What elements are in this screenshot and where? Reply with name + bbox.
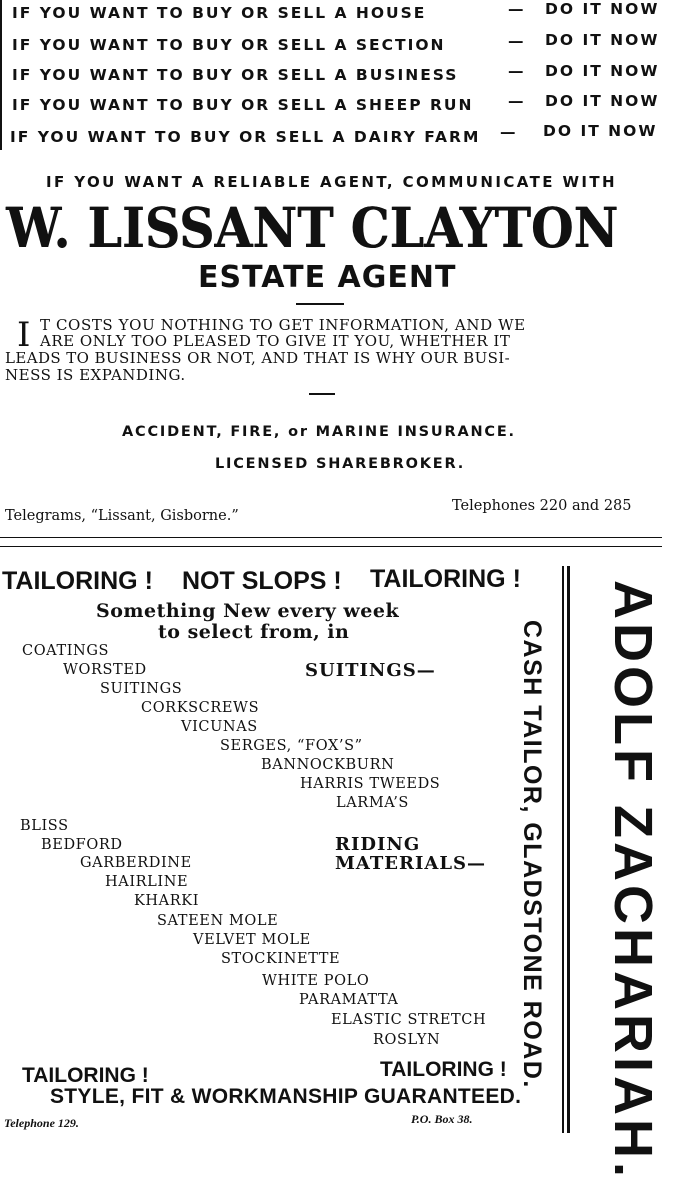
agent-name: W. LISSANT CLAYTON — [6, 195, 619, 260]
do-it-now: DO IT NOW — [545, 0, 660, 18]
fabric-item: BLISS — [20, 818, 69, 834]
info-line-3: LEADS TO BUSINESS OR NOT, AND THAT IS WHY OUR BUSI- — [5, 349, 511, 367]
headline-tailoring: TAILORING ! — [2, 567, 153, 595]
want-line-section: IF YOU WANT TO BUY OR SELL A SECTION — [12, 36, 446, 54]
info-line-4: NESS IS EXPANDING. — [5, 366, 186, 384]
fabric-item: ELASTIC STRETCH — [331, 1012, 487, 1028]
fabric-item: LARMA’S — [336, 795, 409, 811]
riding-header: RIDING — [335, 834, 421, 855]
sharebroker-line: LICENSED SHAREBROKER. — [215, 456, 466, 472]
divider — [309, 393, 335, 395]
fabric-item: SATEEN MOLE — [157, 913, 279, 929]
want-line-house: IF YOU WANT TO BUY OR SELL A HOUSE — [12, 4, 427, 22]
column-rule — [0, 546, 662, 547]
dash: — — [500, 123, 518, 141]
fabric-item: PARAMATTA — [299, 992, 399, 1008]
vertical-rule — [562, 566, 564, 1133]
to-select: to select from, in — [158, 621, 350, 643]
fabric-item: SUITINGS — [100, 681, 183, 697]
side-address: CASH TAILOR, GLADSTONE ROAD. — [518, 620, 546, 1089]
fabric-item: BEDFORD — [41, 837, 123, 853]
insurance-line: ACCIDENT, FIRE, or MARINE INSURANCE. — [122, 424, 516, 440]
fabric-item: VELVET MOLE — [193, 932, 311, 948]
column-rule — [0, 537, 662, 538]
do-it-now: DO IT NOW — [545, 62, 660, 80]
suitings-header: SUITINGS— — [305, 660, 436, 681]
info-line-2: ARE ONLY TOO PLEASED TO GIVE IT YOU, WHETHER IT — [40, 332, 511, 350]
dash: — — [508, 62, 526, 80]
fabric-item: ROSLYN — [373, 1032, 441, 1048]
headline-tailoring: TAILORING ! — [370, 565, 521, 593]
drop-cap: I — [17, 315, 31, 355]
top-left-border — [0, 0, 2, 150]
want-line-dairy-farm: IF YOU WANT TO BUY OR SELL A DAIRY FARM — [10, 128, 481, 146]
fabric-item: STOCKINETTE — [221, 951, 341, 967]
materials-header: MATERIALS— — [335, 853, 487, 874]
telegrams: Telegrams, “Lissant, Gisborne.” — [5, 508, 239, 524]
do-it-now: DO IT NOW — [543, 122, 658, 140]
fabric-item: HAIRLINE — [105, 874, 189, 890]
telephones: Telephones 220 and 285 — [452, 498, 632, 514]
fabric-item: KHARKI — [134, 893, 200, 909]
fabric-item: GARBERDINE — [80, 855, 192, 871]
fabric-item: HARRIS TWEEDS — [300, 776, 441, 792]
fabric-item: WORSTED — [63, 662, 147, 678]
do-it-now: DO IT NOW — [545, 31, 660, 49]
guarantee-line: STYLE, FIT & WORKMANSHIP GUARANTEED. — [50, 1085, 522, 1108]
want-line-business: IF YOU WANT TO BUY OR SELL A BUSINESS — [12, 66, 459, 84]
fabric-item: COATINGS — [22, 643, 110, 659]
info-line-1: T COSTS YOU NOTHING TO GET INFORMATION, AND WE — [40, 316, 526, 334]
estate-agent-title: ESTATE AGENT — [198, 260, 457, 295]
something-new: Something New every week — [96, 600, 400, 622]
footer-tailoring-left: TAILORING ! — [22, 1064, 149, 1087]
divider — [296, 303, 344, 305]
po-box: P.O. Box 38. — [411, 1112, 473, 1126]
fabric-item: SERGES, “FOX’S” — [220, 738, 363, 754]
fabric-item: VICUNAS — [181, 719, 258, 735]
dash: — — [508, 32, 526, 50]
want-line-sheep-run: IF YOU WANT TO BUY OR SELL A SHEEP RUN — [12, 96, 474, 114]
telephone-number: Telephone 129. — [4, 1116, 79, 1130]
dash: — — [508, 92, 526, 110]
reliable-agent-line: IF YOU WANT A RELIABLE AGENT, COMMUNICATE WITH — [46, 173, 617, 191]
side-name: ADOLF ZACHARIAH. — [603, 580, 663, 1181]
fabric-item: BANNOCKBURN — [261, 757, 395, 773]
vertical-rule — [567, 566, 570, 1133]
fabric-item: WHITE POLO — [262, 973, 370, 989]
headline-not-slops: NOT SLOPS ! — [182, 567, 342, 595]
do-it-now: DO IT NOW — [545, 92, 660, 110]
footer-tailoring-right: TAILORING ! — [380, 1058, 507, 1081]
dash: — — [508, 0, 526, 18]
fabric-item: CORKSCREWS — [141, 700, 260, 716]
